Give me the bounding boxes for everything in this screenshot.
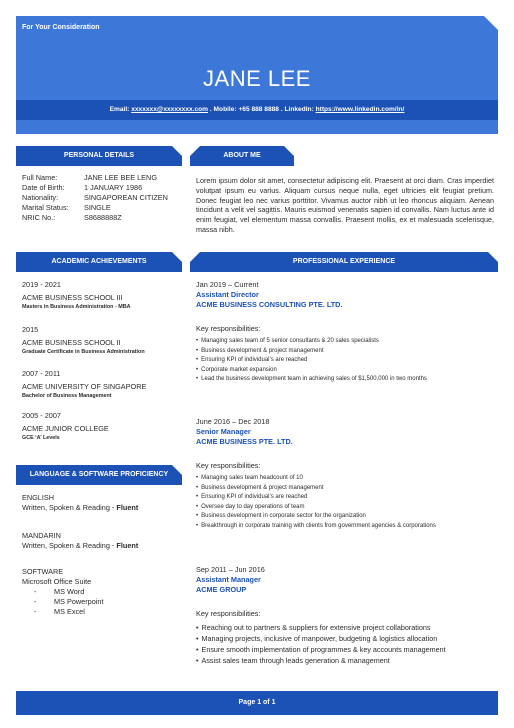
language-english	[22, 493, 138, 513]
academic-school: ACME BUSINESS SCHOOL III	[22, 293, 123, 302]
job-dates: Sep 2011 – Jun 2016	[196, 565, 265, 574]
list-item	[34, 597, 103, 607]
personal-label: NRIC No.:	[22, 213, 56, 222]
list-item: • Managing projects, inclusive of manpower, budgeting & logistics allocation	[196, 633, 496, 644]
email-label: Email:	[109, 106, 132, 113]
page-footer	[16, 691, 498, 715]
heading-corner-cut	[172, 465, 182, 475]
academic-years: 2005 - 2007	[22, 411, 61, 420]
consideration-label: For Your Consideration	[22, 24, 100, 31]
responsibilities-label: Key responsibilities:	[196, 461, 261, 470]
personal-label: Nationality:	[22, 193, 59, 202]
job-title: Assistant Manager	[196, 575, 261, 584]
about-me-heading	[190, 146, 294, 166]
language-name: ENGLISH	[22, 493, 55, 502]
personal-label: Full Name:	[22, 173, 58, 182]
academic-degree: Bachelor of Business Management	[22, 393, 112, 399]
language-detail	[22, 541, 138, 551]
contact-bar	[16, 100, 498, 120]
personal-value: SINGLE	[84, 203, 111, 212]
language-level: Fluent	[116, 541, 139, 550]
software-suite: Microsoft Office Suite	[22, 577, 92, 586]
candidate-name: JANE LEE	[203, 66, 311, 91]
academic-school: ACME UNIVERSITY OF SINGAPORE	[22, 382, 147, 391]
heading-corner-cut	[284, 146, 294, 156]
academic-years: 2007 - 2011	[22, 369, 61, 378]
job-company: ACME BUSINESS CONSULTING PTE. LTD.	[196, 300, 343, 309]
list-dash: -	[34, 587, 37, 596]
academic-school: ACME JUNIOR COLLEGE	[22, 424, 109, 433]
personal-value: SINGAPOREAN CITIZEN	[84, 193, 168, 202]
academic-entry	[22, 411, 109, 443]
personal-value: S8688888Z	[84, 213, 122, 222]
heading-corner-cut	[190, 252, 200, 262]
list-item: • Business development & project management	[196, 347, 496, 357]
software-app: MS Powerpoint	[54, 597, 104, 606]
list-item: • Ensuring KPI of individual’s are reached	[196, 493, 496, 503]
language-mandarin	[22, 531, 138, 551]
list-item	[34, 607, 103, 617]
list-item: • Business development & project management	[196, 484, 496, 494]
page-number: Page 1 of 1	[238, 699, 276, 706]
heading-corner-cut	[488, 252, 498, 262]
mobile-text: . Mobile: +65 888 8888 . LinkedIn:	[208, 106, 316, 113]
list-item: • Corporate market expansion	[196, 366, 496, 376]
email-link[interactable]: xxxxxxx@xxxxxxxx.com	[131, 106, 209, 113]
software-title: SOFTWARE	[22, 567, 64, 576]
heading-corner-cut	[172, 252, 182, 262]
language-heading	[16, 465, 182, 485]
software-list	[34, 587, 103, 617]
academic-years: 2019 - 2021	[22, 280, 61, 289]
academic-entry	[22, 280, 131, 312]
about-me-text: Lorem ipsum dolor sit amet, consectetur adipiscing elit. Praesent at orci diam. Cras imperdiet volutpat ipsum eu varius. Aliquam cursus neque nulla, eget ultricies elit feugiat pretium. Donec feugiat leo nec varius porttitor. Vivamus auctor nibh ut leo rhoncus aliquam. Aenean tincidunt a velit vel sagittis. Mauris euismod venenatis sapien id convallis. Nam luctus ante id enim feugiat, vel elementum massa convallis. Praesent mollis, ex et malesuada scelerisque, massa nibh.	[196, 176, 494, 234]
personal-value: 1 JANUARY 1986	[84, 183, 143, 192]
list-item: • Managing sales team headcount of 10	[196, 474, 496, 484]
job-entry	[196, 417, 496, 532]
academic-years: 2015	[22, 325, 39, 334]
personal-row	[22, 203, 182, 213]
job-title: Assistant Director	[196, 290, 259, 299]
heading-corner-cut	[172, 146, 182, 156]
language-title: LANGUAGE & SOFTWARE PROFICIENCY	[29, 471, 169, 478]
list-item: • Lead the business development team in achieving sales of $1,500,000 in two months	[196, 375, 496, 385]
header-corner-cut	[484, 16, 498, 30]
academic-entry	[22, 325, 145, 357]
job-company: ACME GROUP	[196, 585, 247, 594]
software-block	[22, 567, 103, 617]
list-item: • Ensuring KPI of individual’s are reached	[196, 356, 496, 366]
academic-degree: Masters in Business Administration - MBA	[22, 304, 131, 310]
personal-row	[22, 183, 182, 193]
language-name: MANDARIN	[22, 531, 61, 540]
academic-title: ACADEMIC ACHIEVEMENTS	[51, 258, 147, 265]
personal-label: Date of Birth:	[22, 183, 65, 192]
language-level: Fluent	[116, 503, 139, 512]
job-dates: June 2016 – Dec 2018	[196, 417, 270, 426]
language-skills: Written, Spoken & Reading -	[22, 541, 117, 550]
heading-corner-cut	[190, 146, 200, 156]
responsibilities-list	[196, 337, 496, 385]
job-entry	[196, 280, 496, 385]
responsibilities-list	[196, 622, 496, 666]
list-item: • Managing sales team of 5 senior consultants & 20 sales specialists	[196, 337, 496, 347]
personal-row	[22, 193, 182, 203]
about-me-title: ABOUT ME	[223, 152, 261, 159]
academic-school: ACME BUSINESS SCHOOL II	[22, 338, 121, 347]
list-dash: -	[34, 597, 37, 606]
personal-label: Marital Status:	[22, 203, 69, 212]
academic-degree: GCE ‘A’ Levels	[22, 435, 60, 441]
experience-title: PROFESSIONAL EXPERIENCE	[292, 258, 396, 265]
list-item: • Assist sales team through leads generation & management	[196, 655, 496, 666]
personal-value: JANE LEE BEE LENG	[84, 173, 157, 182]
job-company: ACME BUSINESS PTE. LTD.	[196, 437, 293, 446]
list-item: • Breakthrough in corporate training with clients from government agencies & corporations	[196, 522, 496, 532]
job-entry	[196, 565, 496, 666]
personal-details-list	[22, 173, 182, 223]
language-skills: Written, Spoken & Reading -	[22, 503, 117, 512]
responsibilities-label: Key responsibilities:	[196, 609, 261, 618]
language-detail	[22, 503, 138, 513]
academic-degree: Graduate Certificate in Business Administration	[22, 349, 145, 355]
list-item: • Reaching out to partners & suppliers for extensive project collaborations	[196, 622, 496, 633]
personal-row	[22, 173, 182, 183]
experience-heading	[190, 252, 498, 272]
academic-heading	[16, 252, 182, 272]
responsibilities-list	[196, 474, 496, 532]
list-item: • Business development in corporate sector for the organization	[196, 512, 496, 522]
personal-details-title: PERSONAL DETAILS	[63, 152, 135, 159]
linkedin-link[interactable]: https://www.linkedin.com/in/	[315, 106, 405, 113]
academic-entry	[22, 369, 146, 401]
list-dash: -	[34, 607, 37, 616]
list-item: • Ensure smooth implementation of programmes & key accounts management	[196, 644, 496, 655]
resume-header	[16, 16, 498, 134]
software-app: MS Excel	[54, 607, 85, 616]
personal-details-heading	[16, 146, 182, 166]
responsibilities-label: Key responsibilities:	[196, 324, 261, 333]
job-dates: Jan 2019 – Current	[196, 280, 259, 289]
personal-row	[22, 213, 182, 223]
software-app: MS Word	[54, 587, 85, 596]
list-item	[34, 587, 103, 597]
job-title: Senior Manager	[196, 427, 251, 436]
list-item: • Oversee day to day operations of team	[196, 503, 496, 513]
